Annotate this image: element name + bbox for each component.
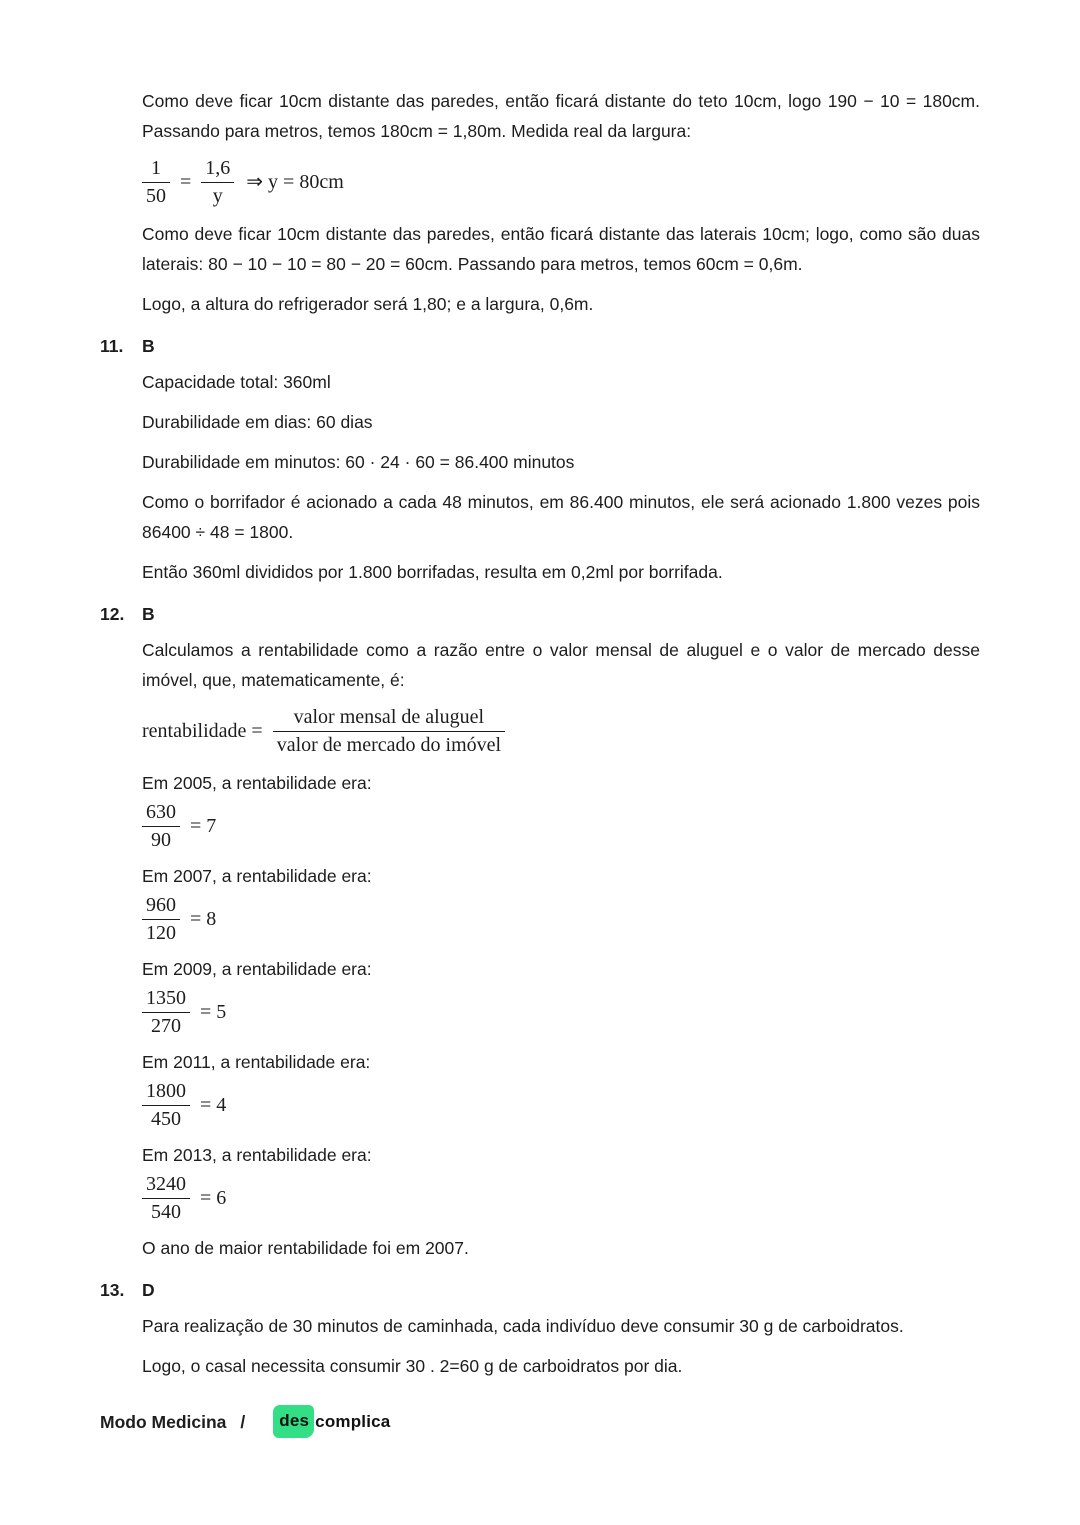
year-formula-2011 [142,1079,980,1132]
paragraph: Para realização de 30 minutos de caminhada, cada indivíduo deve consumir 30 g de carboidratos. [142,1316,904,1336]
denominator: valor de mercado do imóvel [273,731,505,758]
year-formula-2005 [142,800,980,853]
solution-10-continuation [142,86,980,319]
question-12 [100,599,980,1263]
formula-result: = 5 [200,1001,227,1023]
numerator: 1 [151,157,161,179]
formula-result: = 6 [200,1187,227,1209]
fraction [142,986,190,1039]
numerator: 1800 [146,1080,186,1102]
paragraph: Como deve ficar 10cm distante das paredes, então ficará distante do teto 10cm, logo 190 − 10 = 180cm. Passando para metros, temos 180cm = 1,80m. Medida real da largura: [142,91,980,141]
footer-course-label: Modo Medicina [100,1411,227,1432]
logo-green-badge: des [273,1405,314,1438]
denominator: 270 [142,1012,190,1039]
numerator: 1350 [146,987,186,1009]
scale-proportion-formula [142,156,980,209]
denominator: 450 [142,1105,190,1132]
formula-lhs: rentabilidade = [142,720,263,742]
question-13 [100,1275,980,1381]
question-11 [100,331,980,587]
question-number: 12. [100,604,125,624]
paragraph: Como o borrifador é acionado a cada 48 minutos, em 86.400 minutos, ele será acionado 1.800 vezes pois 86400 ÷ 48 = 1800. [142,492,980,542]
logo-text: complica [315,1411,391,1431]
year-label: Em 2009, a rentabilidade era: [142,959,372,979]
question-body [142,1311,980,1381]
paragraph: Calculamos a rentabilidade como a razão entre o valor mensal de aluguel e o valor de mercado desse imóvel, que, matematicamente, é: [142,640,980,690]
formula-result: = 8 [190,908,217,930]
formula-result: = 4 [200,1094,227,1116]
paragraph: Logo, a altura do refrigerador será 1,80; e a largura, 0,6m. [142,294,594,314]
question-number: 11. [100,336,124,356]
paragraph: Capacidade total: 360ml [142,372,331,392]
question-body [142,367,980,587]
fraction [142,156,170,209]
footer-separator: / [240,1411,246,1432]
denominator: y [201,182,234,209]
descomplica-logo [273,1405,390,1438]
conclusion-paragraph: O ano de maior rentabilidade foi em 2007. [142,1238,469,1258]
fraction [142,893,180,946]
fraction [142,800,180,853]
numerator: 1,6 [205,157,231,179]
year-label: Em 2007, a rentabilidade era: [142,866,372,886]
year-label: Em 2013, a rentabilidade era: [142,1145,372,1165]
year-formula-2009 [142,986,980,1039]
year-formula-2013 [142,1172,980,1225]
fraction [201,156,234,209]
fraction [273,705,505,758]
equals-sign: = [180,171,192,193]
numerator: 960 [146,894,176,916]
denominator: 50 [142,182,170,209]
question-body [142,635,980,1263]
year-label: Em 2005, a rentabilidade era: [142,773,372,793]
formula-result: ⇒ y = 80cm [246,171,344,193]
paragraph: Durabilidade em minutos: 60 · 24 · 60 = 86.400 minutos [142,452,575,472]
page-footer [100,1405,980,1438]
numerator: valor mensal de aluguel [293,706,485,728]
fraction [142,1079,190,1132]
fraction [142,1172,190,1225]
year-label: Em 2011, a rentabilidade era: [142,1052,371,1072]
denominator: 540 [142,1198,190,1225]
numerator: 630 [146,801,176,823]
question-number: 13. [100,1280,125,1300]
paragraph: Como deve ficar 10cm distante das paredes, então ficará distante das laterais 10cm; logo, como são duas laterais: 80 − 10 − 10 = 80 − 20 = 60cm. Passando para metros, temos 60cm = 0,6m. [142,224,980,274]
paragraph: Então 360ml divididos por 1.800 borrifadas, resulta em 0,2ml por borrifada. [142,562,723,582]
question-heading [100,331,980,361]
question-heading [100,599,980,629]
paragraph: Logo, o casal necessita consumir 30 . 2=60 g de carboidratos por dia. [142,1356,683,1376]
formula-result: = 7 [190,815,217,837]
answer-letter: B [142,604,155,624]
year-formula-2007 [142,893,980,946]
question-heading [100,1275,980,1305]
numerator: 3240 [146,1173,186,1195]
denominator: 120 [142,919,180,946]
answer-letter: B [142,336,155,356]
rentability-formula [142,705,980,758]
denominator: 90 [142,826,180,853]
paragraph: Durabilidade em dias: 60 dias [142,412,373,432]
answer-letter: D [142,1280,155,1300]
